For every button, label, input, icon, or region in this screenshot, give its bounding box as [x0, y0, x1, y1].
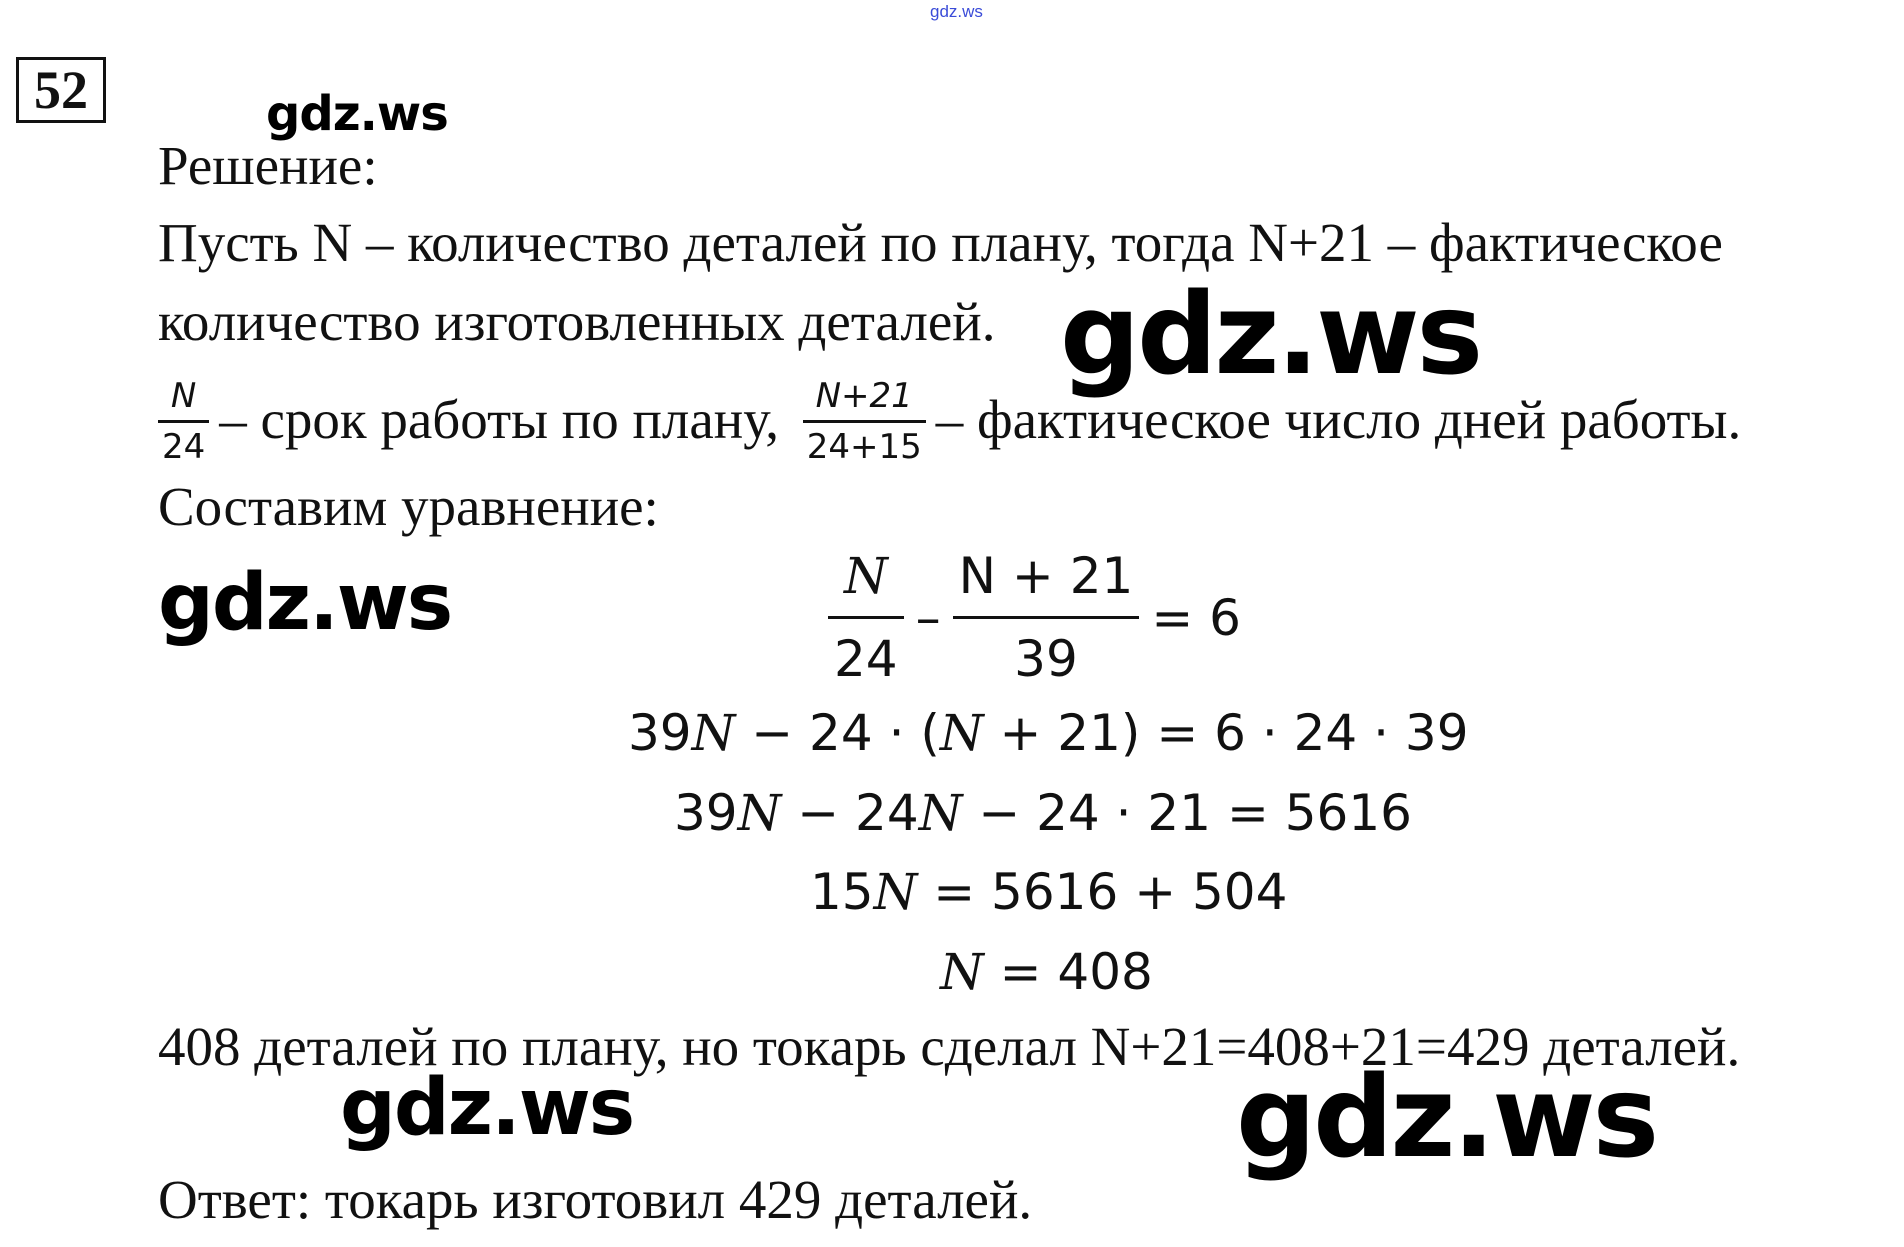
compose-equation-label: Составим уравнение:: [158, 476, 659, 537]
eq1-minus: –: [915, 588, 941, 647]
top-watermark: gdz.ws: [930, 2, 983, 21]
watermark-large-mid: gdz.ws: [1060, 270, 1481, 400]
equation-2: 39N − 24 · (N + 21) = 6 · 24 · 39: [628, 704, 1469, 762]
fraction-numerator: N: [158, 376, 209, 423]
fraction-denominator: 39: [1014, 630, 1078, 688]
equation-1: [828, 546, 1253, 689]
watermark-bottom-left: gdz.ws: [340, 1063, 634, 1153]
fraction-numerator: N + 21: [953, 546, 1140, 619]
equation-5: N = 408: [940, 943, 1153, 1001]
eq1-fraction-1: [828, 546, 904, 689]
plan-days-fraction: [158, 376, 209, 467]
solution-line-2: количество изготовленных деталей.: [158, 291, 996, 352]
problem-number-box: 52: [16, 57, 106, 123]
fraction-denominator: 24: [162, 427, 206, 467]
solution-line-3: [158, 376, 1742, 471]
fraction-numerator: N+21: [803, 376, 926, 423]
eq1-fraction-2: [953, 546, 1140, 689]
watermark-small-top: gdz.ws: [266, 86, 448, 142]
solution-heading: Решение:: [158, 135, 378, 196]
eq1-rhs: = 6: [1151, 588, 1241, 647]
fraction-denominator: 24+15: [806, 427, 922, 467]
watermark-bottom-right: gdz.ws: [1236, 1053, 1657, 1183]
fraction-numerator: N: [828, 546, 904, 619]
fraction-denominator: 24: [834, 630, 898, 688]
result-line: 408 деталей по плану, но токарь сделал N+21=408+21=429 деталей.: [158, 1016, 1741, 1077]
watermark-left: gdz.ws: [158, 558, 452, 648]
solution-line-1: Пусть N – количество деталей по плану, тогда N+21 – фактическое: [158, 212, 1723, 273]
actual-days-fraction: [803, 376, 926, 467]
line-3-middle: – срок работы по плану,: [219, 389, 779, 451]
equation-4: 15N = 5616 + 504: [810, 863, 1288, 921]
line-3-end: – фактическое число дней работы.: [935, 389, 1742, 451]
answer-line: Ответ: токарь изготовил 429 деталей.: [158, 1169, 1033, 1230]
equation-3: 39N − 24N − 24 · 21 = 5616: [674, 784, 1412, 842]
